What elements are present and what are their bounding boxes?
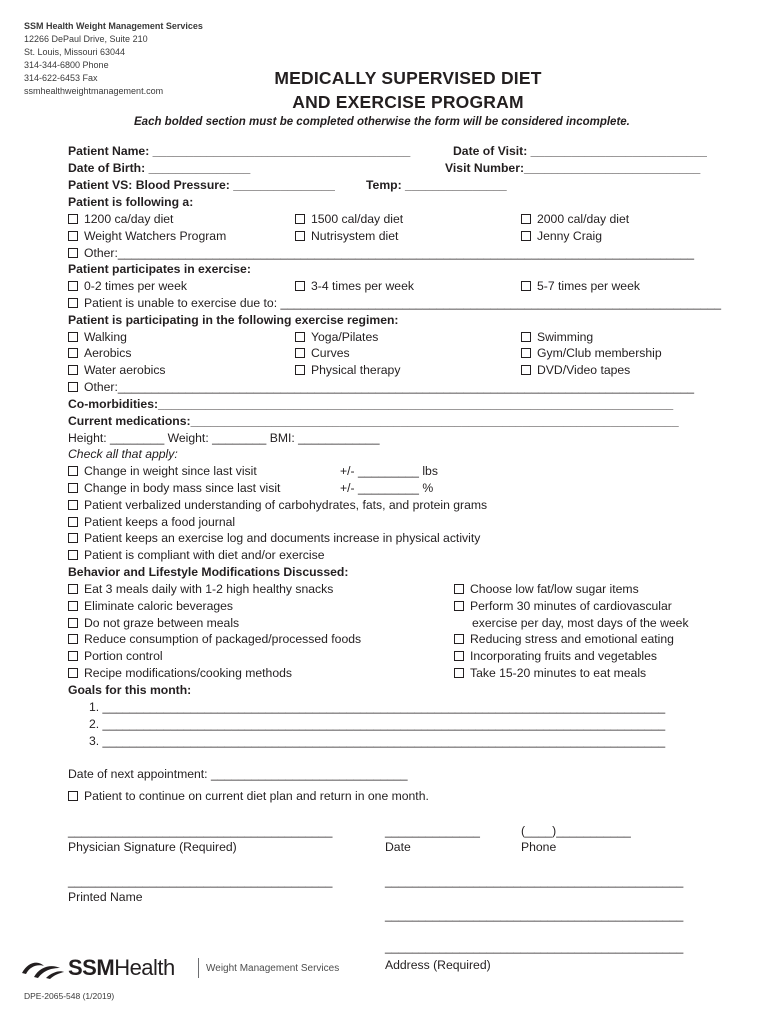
behavior-cardio-exercise[interactable]: [454, 598, 672, 614]
address-line-2[interactable]: ____________________________________________: [385, 908, 684, 922]
date-of-visit-field[interactable]: Date of Visit: __________________________: [453, 144, 707, 158]
phone-label: Phone: [521, 840, 557, 854]
regimen-option-label: Physical therapy: [311, 363, 401, 377]
form-instructions: Each bolded section must be completed otherwise the form will be considered incomplete.: [134, 116, 630, 128]
logo-divider: [198, 958, 199, 978]
regimen-option-physical-therapy[interactable]: [295, 362, 400, 378]
checkbox[interactable]: [454, 584, 464, 594]
regimen-option-water-aerobics[interactable]: [68, 362, 166, 378]
regimen-option-label: Water aerobics: [84, 363, 166, 377]
checkbox[interactable]: [295, 332, 305, 342]
exercise-unable-field[interactable]: Patient is unable to exercise due to: _________________________________________________________________: [84, 296, 722, 310]
regimen-option-other[interactable]: [68, 379, 694, 395]
diet-option-1500[interactable]: [295, 211, 403, 227]
checkbox[interactable]: [295, 281, 305, 291]
comorbidities-field[interactable]: Co-morbidities:____________________________________________________________________________: [68, 397, 674, 411]
checkbox[interactable]: [68, 500, 78, 510]
checkbox[interactable]: [295, 365, 305, 375]
checkbox[interactable]: [68, 214, 78, 224]
diet-option-label: 1200 ca/day diet: [84, 212, 174, 226]
checkbox[interactable]: [295, 214, 305, 224]
org-address-line1: 12266 DePaul Drive, Suite 210: [24, 34, 148, 44]
goals-section-heading: Goals for this month:: [68, 683, 192, 697]
checkbox[interactable]: [521, 281, 531, 291]
check-food-journal[interactable]: [68, 514, 235, 530]
behavior-label: Do not graze between meals: [84, 616, 240, 630]
regimen-option-label: Walking: [84, 330, 127, 344]
org-address-line2: St. Louis, Missouri 63044: [24, 47, 126, 57]
regimen-option-label: DVD/Video tapes: [537, 363, 631, 377]
date-signature-line[interactable]: ______________: [385, 824, 480, 838]
exercise-option-label: 3-4 times per week: [311, 279, 414, 293]
weight-change-value-field[interactable]: +/- _________ lbs: [340, 464, 438, 478]
continue-diet-plan[interactable]: [68, 788, 429, 804]
logo-ssm: SSM: [68, 955, 115, 980]
checkbox[interactable]: [68, 483, 78, 493]
checkbox[interactable]: [68, 298, 78, 308]
diet-option-nutrisystem[interactable]: [295, 228, 398, 244]
checkbox[interactable]: [454, 651, 464, 661]
checkbox[interactable]: [68, 533, 78, 543]
behavior-take-time-to-eat[interactable]: [454, 665, 646, 681]
behavior-label: Reduce consumption of packaged/processed foods: [84, 632, 362, 646]
checkbox[interactable]: [454, 668, 464, 678]
diet-section-heading: Patient is following a:: [68, 195, 194, 209]
goal-2-field[interactable]: 2. ___________________________________________________________________________________: [89, 717, 666, 731]
checkbox[interactable]: [68, 382, 78, 392]
regimen-option-yoga[interactable]: [295, 329, 378, 345]
ssm-health-logo-text: [68, 955, 175, 981]
behavior-reduce-stress[interactable]: [454, 631, 674, 647]
checkbox[interactable]: [68, 584, 78, 594]
diet-option-weight-watchers[interactable]: [68, 228, 226, 244]
checkbox[interactable]: [521, 214, 531, 224]
patient-name-field[interactable]: Patient Name: ______________________________________: [68, 144, 411, 158]
checkbox[interactable]: [68, 517, 78, 527]
behavior-fruits-vegetables[interactable]: [454, 648, 657, 664]
height-weight-bmi-field[interactable]: Height: ________ Weight: ________ BMI: ____________: [68, 431, 380, 445]
checkbox[interactable]: [521, 332, 531, 342]
physician-signature-line[interactable]: _______________________________________: [68, 824, 333, 838]
behavior-section-heading: Behavior and Lifestyle Modifications Discussed:: [68, 565, 349, 579]
phone-line[interactable]: (____)___________: [521, 824, 631, 838]
blood-pressure-field[interactable]: Patient VS: Blood Pressure: _______________: [68, 178, 335, 192]
behavior-do-not-graze[interactable]: [68, 615, 239, 631]
diet-option-label: 1500 cal/day diet: [311, 212, 404, 226]
regimen-option-aerobics[interactable]: [68, 345, 131, 361]
org-website: ssmhealthweightmanagement.com: [24, 86, 164, 96]
exercise-option-5-7[interactable]: [521, 278, 640, 294]
checkbox[interactable]: [68, 668, 78, 678]
exercise-option-label: 5-7 times per week: [537, 279, 640, 293]
logo-subtitle: Weight Management Services: [206, 963, 340, 974]
org-fax: 314-622-6453 Fax: [24, 73, 98, 83]
form-code: DPE-2065-548 (1/2019): [24, 991, 115, 1001]
checkbox[interactable]: [68, 281, 78, 291]
checkbox[interactable]: [521, 365, 531, 375]
printed-name-line[interactable]: _______________________________________: [68, 874, 333, 888]
behavior-label: Eat 3 meals daily with 1-2 high healthy snacks: [84, 582, 334, 596]
diet-option-2000[interactable]: [521, 211, 629, 227]
regimen-option-dvd[interactable]: [521, 362, 630, 378]
checkbox[interactable]: [454, 601, 464, 611]
behavior-label: Perform 30 minutes of cardiovascular: [470, 599, 672, 613]
logo-health: Health: [114, 955, 175, 980]
behavior-label: Choose low fat/low sugar items: [470, 582, 639, 596]
date-signature-label: Date: [385, 840, 411, 854]
regimen-option-gym[interactable]: [521, 345, 662, 361]
behavior-label-continued: exercise per day, most days of the week: [472, 616, 689, 630]
form-title-line2: AND EXERCISE PROGRAM: [292, 92, 524, 112]
behavior-reduce-processed-foods[interactable]: [68, 631, 361, 647]
address-label: Address (Required): [385, 958, 491, 972]
checkbox[interactable]: [68, 634, 78, 644]
checkbox[interactable]: [68, 348, 78, 358]
check-exercise-log[interactable]: [68, 530, 480, 546]
behavior-label: Reducing stress and emotional eating: [470, 632, 674, 646]
checkbox[interactable]: [68, 231, 78, 241]
regimen-option-label: Aerobics: [84, 346, 132, 360]
check-label: Patient verbalized understanding of carbohydrates, fats, and protein grams: [84, 498, 488, 512]
check-label: Change in body mass since last visit: [84, 481, 281, 495]
behavior-label: Portion control: [84, 649, 163, 663]
checkbox[interactable]: [68, 466, 78, 476]
behavior-recipe-modifications[interactable]: [68, 665, 292, 681]
goal-1-field[interactable]: 1. ___________________________________________________________________________________: [89, 700, 666, 714]
temp-field[interactable]: Temp: _______________: [366, 178, 507, 192]
diet-option-other[interactable]: [68, 245, 694, 261]
diet-option-label: Jenny Craig: [537, 229, 603, 243]
org-name: SSM Health Weight Management Services: [24, 21, 203, 31]
checkbox[interactable]: [68, 601, 78, 611]
address-line-3[interactable]: ____________________________________________: [385, 940, 684, 954]
check-label: Patient keeps an exercise log and documents increase in physical activity: [84, 531, 481, 545]
behavior-label: Recipe modifications/cooking methods: [84, 666, 292, 680]
checkbox[interactable]: [521, 348, 531, 358]
check-body-mass-change[interactable]: [68, 480, 280, 496]
check-all-heading: Check all that apply:: [68, 447, 178, 461]
check-weight-change[interactable]: [68, 463, 257, 479]
check-label: Patient keeps a food journal: [84, 515, 236, 529]
ssm-health-logo-icon: [20, 958, 66, 980]
body-mass-change-value-field[interactable]: +/- _________ %: [340, 481, 434, 495]
regimen-option-walking[interactable]: [68, 329, 127, 345]
form-title-line1: MEDICALLY SUPERVISED DIET: [274, 68, 542, 88]
current-medications-field[interactable]: Current medications:________________________________________________________________________: [68, 414, 679, 428]
check-verbalized-understanding[interactable]: [68, 497, 487, 513]
regimen-option-label: Gym/Club membership: [537, 346, 662, 360]
checkbox[interactable]: [295, 231, 305, 241]
org-phone: 314-344-6800 Phone: [24, 60, 109, 70]
checkbox[interactable]: [68, 791, 78, 801]
diet-option-label: 2000 cal/day diet: [537, 212, 630, 226]
behavior-label: Incorporating fruits and vegetables: [470, 649, 657, 663]
diet-other-field[interactable]: Other:_____________________________________________________________________________________: [84, 246, 695, 260]
regimen-option-swimming[interactable]: [521, 329, 593, 345]
regimen-option-label: Curves: [311, 346, 350, 360]
address-line-1[interactable]: ____________________________________________: [385, 874, 684, 888]
checkbox[interactable]: [295, 348, 305, 358]
behavior-portion-control[interactable]: [68, 648, 163, 664]
checkbox[interactable]: [68, 618, 78, 628]
exercise-option-3-4[interactable]: [295, 278, 414, 294]
checkbox[interactable]: [454, 634, 464, 644]
checkbox[interactable]: [68, 332, 78, 342]
check-compliant[interactable]: [68, 547, 324, 563]
checkbox[interactable]: [68, 550, 78, 560]
checkbox[interactable]: [68, 248, 78, 258]
diet-option-label: Weight Watchers Program: [84, 229, 227, 243]
regimen-option-label: Yoga/Pilates: [311, 330, 379, 344]
behavior-label: Take 15-20 minutes to eat meals: [470, 666, 647, 680]
exercise-unable[interactable]: [68, 295, 721, 311]
visit-number-field[interactable]: Visit Number:__________________________: [445, 161, 701, 175]
regimen-option-label: Swimming: [537, 330, 594, 344]
diet-option-label: Nutrisystem diet: [311, 229, 399, 243]
behavior-label: Eliminate caloric beverages: [84, 599, 234, 613]
behavior-eat-3-meals[interactable]: [68, 581, 333, 597]
diet-option-1200[interactable]: [68, 211, 173, 227]
date-of-birth-field[interactable]: Date of Birth: _______________: [68, 161, 251, 175]
checkbox[interactable]: [68, 651, 78, 661]
exercise-option-label: 0-2 times per week: [84, 279, 187, 293]
check-label: Change in weight since last visit: [84, 464, 257, 478]
goal-3-field[interactable]: 3. ___________________________________________________________________________________: [89, 734, 666, 748]
checkbox[interactable]: [521, 231, 531, 241]
regimen-section-heading: Patient is participating in the following exercise regimen:: [68, 313, 399, 327]
check-label: Patient is compliant with diet and/or exercise: [84, 548, 325, 562]
regimen-option-curves[interactable]: [295, 345, 350, 361]
next-appointment-field[interactable]: Date of next appointment: _____________________________: [68, 767, 408, 781]
printed-name-label: Printed Name: [68, 890, 143, 904]
physician-signature-label: Physician Signature (Required): [68, 840, 237, 854]
diet-option-jenny-craig[interactable]: [521, 228, 602, 244]
regimen-other-field[interactable]: Other:_____________________________________________________________________________________: [84, 380, 695, 394]
exercise-option-0-2[interactable]: [68, 278, 187, 294]
exercise-section-heading: Patient participates in exercise:: [68, 262, 251, 276]
continue-label: Patient to continue on current diet plan and return in one month.: [84, 789, 429, 803]
behavior-eliminate-caloric-beverages[interactable]: [68, 598, 233, 614]
checkbox[interactable]: [68, 365, 78, 375]
behavior-low-fat-items[interactable]: [454, 581, 639, 597]
